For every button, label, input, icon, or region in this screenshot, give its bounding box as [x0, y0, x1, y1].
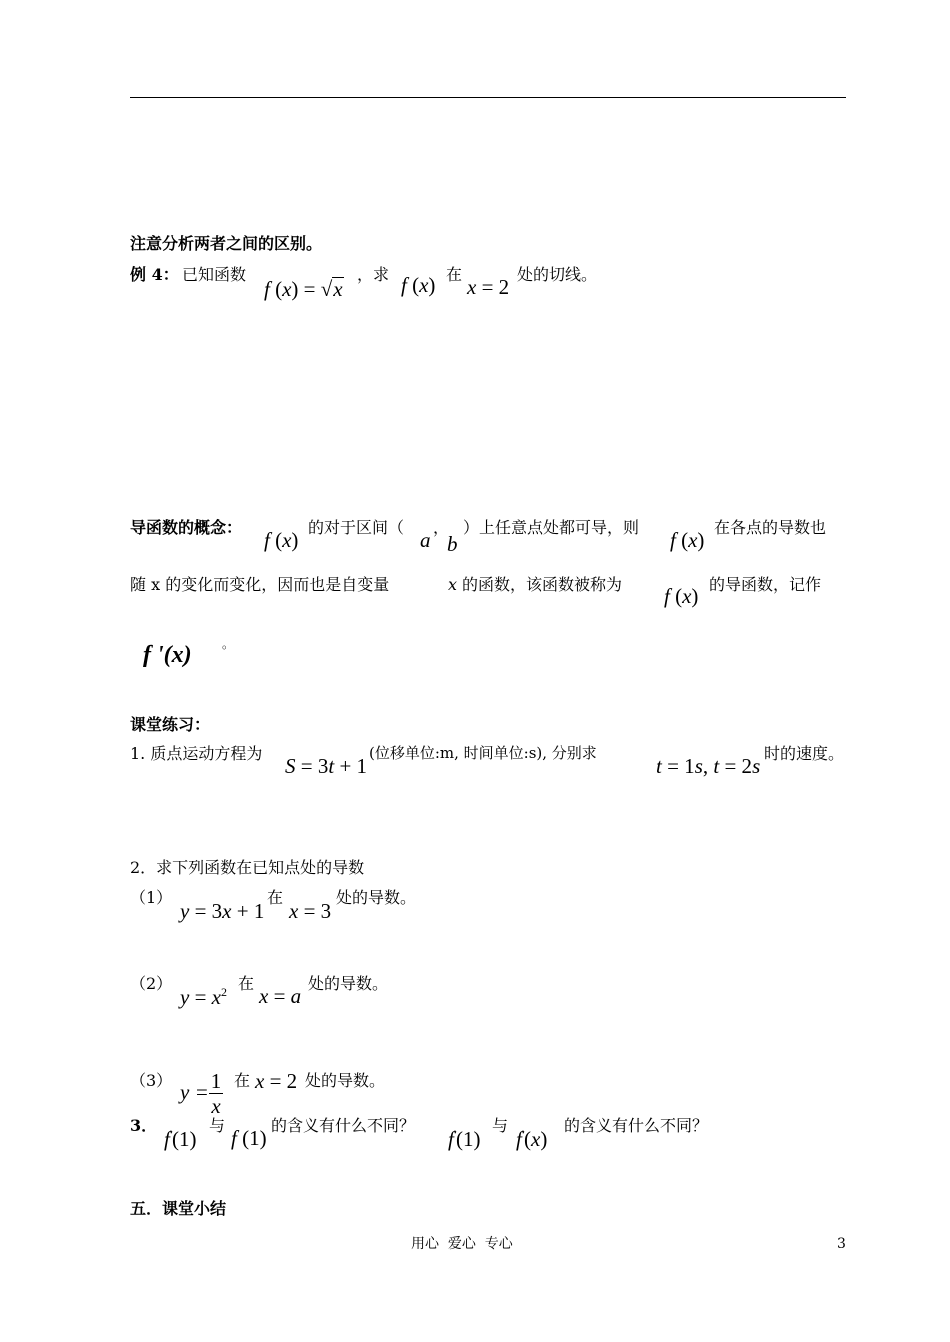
example-4-label: 例 4：	[130, 265, 179, 284]
practice-q2-title: 2．求下列函数在已知点处的导数	[130, 858, 365, 877]
practice-q2-p1-label: （1）	[130, 888, 173, 907]
derivfunc-text-3: 在各点的导数也	[714, 518, 827, 537]
practice-q1-text-3: 时的速度。	[764, 744, 845, 763]
example-4-text-4: 处的切线。	[517, 265, 598, 284]
derivfunc-end: 。	[222, 637, 235, 651]
practice-q2-p3-text-2: 处的导数。	[305, 1071, 386, 1090]
practice-title: 课堂练习：	[130, 715, 211, 734]
practice-q2-p1-point: x = 3	[289, 899, 332, 923]
example-4-formula-f: f (x) = √x	[264, 277, 343, 301]
derivfunc-b: b	[447, 532, 458, 556]
derivfunc-fprime: f '(x)	[143, 642, 192, 668]
practice-q3-formula-1: f'(1)	[164, 1127, 197, 1151]
practice-q2-p1-formula: y = 3x + 1	[180, 899, 265, 923]
derivfunc-line2-a: 随 x 的变化而变化，因而也是自变量	[130, 575, 390, 594]
example-4-text-2: ，求	[357, 265, 390, 284]
derivfunc-fx-1: f (x)	[264, 528, 299, 552]
practice-q1-text-1: 1. 质点运动方程为	[130, 744, 263, 763]
practice-q3-text-3: 与	[492, 1116, 509, 1135]
practice-q2-p3-point: x = 2	[255, 1069, 298, 1093]
practice-q2-p2-formula: $y = x^2$	[180, 985, 227, 1009]
page-number: 3	[837, 1236, 846, 1252]
section-5-heading: 五．课堂小结	[130, 1199, 227, 1218]
practice-q2-p1-text-2: 处的导数。	[336, 888, 417, 907]
derivfunc-line2-c: 的导函数，记作	[709, 575, 822, 594]
practice-q2-p2-label: （2）	[130, 974, 173, 993]
derivfunc-fx-3: f (x)	[664, 584, 699, 608]
note-heading: 注意分析两者之间的区别。	[130, 234, 323, 253]
practice-q2-p1-text-1: 在	[267, 888, 284, 907]
practice-q3-label: 3．	[130, 1116, 158, 1135]
example-4-formula-x2: x = 2	[467, 275, 510, 299]
practice-q2-p3-formula: y = $\frac{1}{x}$	[180, 1069, 222, 1119]
example-4-formula-fx: f (x)	[401, 273, 436, 297]
practice-q3-formula-2: f (1)	[231, 1126, 267, 1150]
derivfunc-a: a	[420, 528, 431, 552]
derivfunc-text-1: 的对于区间（	[308, 518, 405, 537]
practice-q3-formula-3: f'(1)	[448, 1127, 481, 1151]
practice-q2-p3-text-1: 在	[234, 1071, 251, 1090]
derivfunc-comma: ，	[433, 518, 450, 537]
example-4-text-3: 在	[446, 265, 463, 284]
practice-q1-text-2: (位移单位:m, 时间单位:s), 分别求	[369, 744, 597, 762]
derivfunc-line2-x: x	[448, 575, 458, 594]
derivfunc-title: 导函数的概念：	[130, 518, 243, 537]
header-rule	[130, 97, 846, 98]
practice-q2-p2-point: x = a	[259, 984, 302, 1008]
practice-q2-p2-text-1: 在	[238, 974, 255, 993]
derivfunc-text-2: ）上任意点处都可导，则	[463, 518, 640, 537]
derivfunc-fx-2: f (x)	[670, 528, 705, 552]
practice-q3-text-4: 的含义有什么不同？	[564, 1116, 709, 1135]
example-4-text-1: 已知函数	[182, 265, 247, 284]
derivfunc-line2-b: 的函数，该函数被称为	[462, 575, 623, 594]
practice-q2-p2-text-2: 处的导数。	[308, 974, 389, 993]
practice-q3-text-1: 与	[209, 1116, 226, 1135]
footer-slogan: 用心 爱心 专心	[411, 1236, 513, 1252]
practice-q3-text-2: 的含义有什么不同？	[271, 1116, 416, 1135]
practice-q3-formula-4: f'(x)	[516, 1127, 548, 1151]
practice-q1-formula-2: t = 1s, t = 2s	[656, 754, 761, 778]
practice-q1-formula-1: S = 3t + 1	[285, 754, 368, 778]
practice-q2-p3-label: （3）	[130, 1071, 173, 1090]
